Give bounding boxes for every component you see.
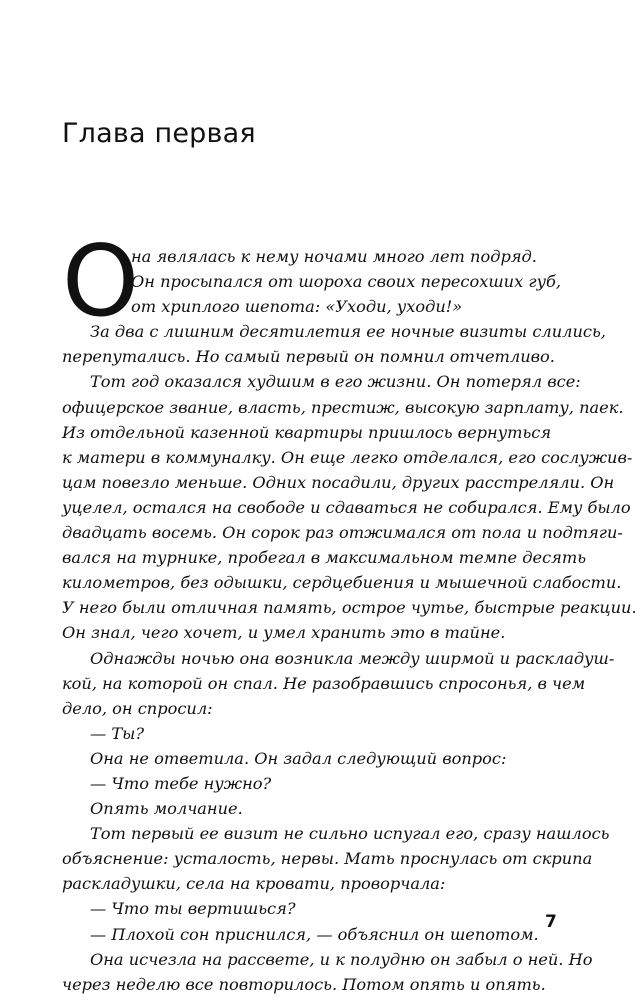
opening-lines bbox=[131, 244, 561, 319]
text-line: цам повезло меньше. Одних посадили, других расстреляли. Он bbox=[62, 472, 615, 492]
text-line: Тот первый ее визит не сильно испугал его, сразу нашлось bbox=[90, 824, 610, 844]
text-line: раскладушки, села на кровати, проворчала: bbox=[62, 874, 446, 894]
text-line: Она исчезла на рассвете, и к полудню он забыл о ней. Но bbox=[90, 949, 593, 969]
text-line: У него были отличная память, острое чутье, быстрые реакции. bbox=[62, 598, 637, 618]
text-line: через неделю все повторилось. Потом опять и опять. bbox=[62, 974, 546, 994]
text-line: дело, он спросил: bbox=[62, 698, 213, 718]
text-line: объяснение: усталость, нервы. Мать проснулась от скрипа bbox=[62, 849, 593, 869]
chapter-text bbox=[62, 225, 637, 997]
text-line: Он просыпался от шороха своих пересохших губ, bbox=[131, 272, 561, 292]
page-number: 7 bbox=[545, 912, 557, 932]
text-line: километров, без одышки, сердцебиения и мышечной слабости. bbox=[62, 573, 622, 593]
text-line: Он знал, чего хочет, и умел хранить это в тайне. bbox=[62, 623, 506, 643]
text-line: на являлась к нему ночами много лет подряд. bbox=[131, 247, 537, 266]
text-line: перепутались. Но самый первый он помнил отчетливо. bbox=[62, 347, 555, 367]
text-line: Однажды ночью она возникла между ширмой и раскладуш- bbox=[90, 648, 615, 668]
dialogue-line: — Что тебе нужно? bbox=[90, 773, 272, 793]
text-line: Тот год оказался худшим в его жизни. Он потерял все: bbox=[90, 372, 581, 392]
text-line: к матери в коммуналку. Он еще легко отделался, его сослужив- bbox=[62, 447, 633, 467]
chapter-title: Глава первая bbox=[62, 118, 256, 149]
text-line: За два с лишним десятилетия ее ночные визиты слились, bbox=[90, 322, 606, 342]
dialogue-line: — Что ты вертишься? bbox=[90, 899, 296, 919]
text-line: Опять молчание. bbox=[90, 799, 243, 819]
text-line: уцелел, остался на свободе и сдаваться не собирался. Ему было bbox=[62, 497, 631, 517]
text-line: двадцать восемь. Он сорок раз отжимался от пола и подтяги- bbox=[62, 523, 623, 543]
text-line: вался на турнике, пробегал в максимальном темпе десять bbox=[62, 548, 587, 568]
drop-cap: О bbox=[62, 225, 140, 339]
text-line: офицерское звание, власть, престиж, высокую зарплату, паек. bbox=[62, 397, 624, 417]
text-line: от хриплого шепота: «Уходи, уходи!» bbox=[131, 297, 463, 317]
text-line: Она не ответила. Он задал следующий вопрос: bbox=[90, 748, 507, 768]
dialogue-line: — Ты? bbox=[90, 723, 144, 743]
text-line: Из отдельной казенной квартиры пришлось вернуться bbox=[62, 422, 552, 442]
text-line: кой, на которой он спал. Не разобравшись спросонья, в чем bbox=[62, 673, 586, 693]
dialogue-line: — Плохой сон приснился, — объяснил он шепотом. bbox=[90, 924, 539, 944]
